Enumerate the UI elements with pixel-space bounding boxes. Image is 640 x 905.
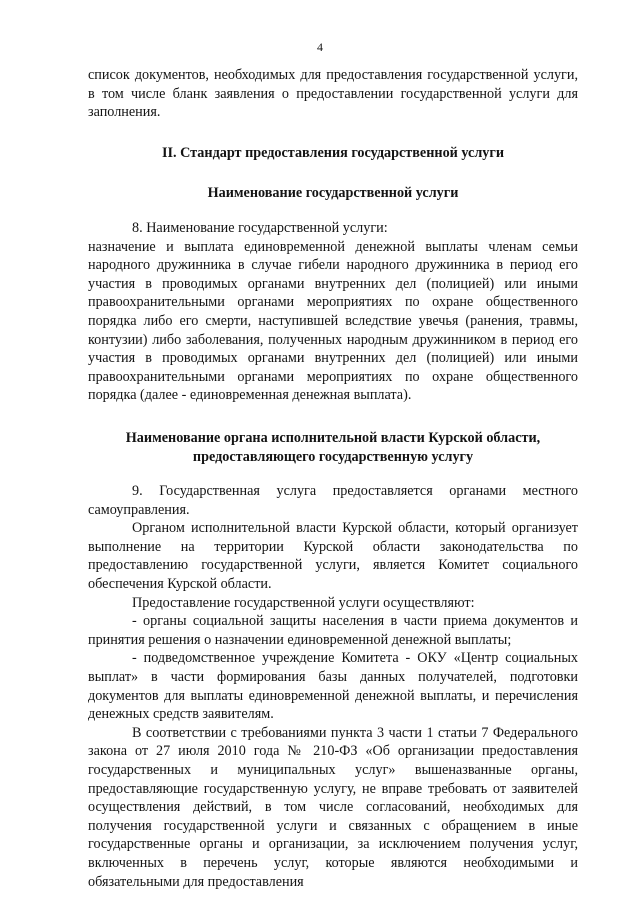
page-number: 4 (317, 40, 323, 54)
item-9-paragraph: 9. Государственная услуга предоставляется органами местного самоуправления. (88, 483, 578, 518)
item-8-body: назначение и выплата единовременной денежной выплаты членам семьи народного дружинника в случае гибели народного дружинника в период его участия в проводимых органами внутренних дел (полицией) или иными правоохранительными органами мероприятиях по охране общественного порядка либо его смерти, наступившей вследствие увечья (ранения, травмы, контузии) либо заболевания, полученных народным дружинником в период его участия в проводимых органами внутренних дел (полицией) или иными правоохранительными органами мероприятиях по охране общественного порядка (далее - единовременная денежная выплата). (88, 238, 578, 404)
item-8-lead: 8. Наименование государственной услуги: (132, 219, 388, 236)
law-paragraph: В соответствии с требованиями пункта 3 части 1 статьи 7 Федерального закона от 27 июля 2010 года № 210-ФЗ «Об организации предоставления государственных и муниципальных услуг» вышеназванные органы, предоставляющие государственную услугу, не вправе требовать от заявителей осуществления действий, в том числе согласований, необходимых для получения государственной услуги и связанных с обращением в иные государственные органы и организации, за исключением получения услуг, включенных в перечень услуг, которые являются необходимыми и обязательными для предоставления (88, 724, 578, 890)
bullet-subordinate-institution: - подведомственное учреждение Комитета - ОКУ «Центр социальных выплат» в части формирования базы данных получателей, подготовки документов для выплаты единовременной денежной выплаты, и перечисления денежных средств заявителям. (88, 650, 578, 723)
subheading-authority: Наименование органа исполнительной власти Курской области, предоставляющего государственную услугу (125, 429, 541, 465)
intro-paragraph: список документов, необходимых для предоставления государственной услуги, в том числе бланк заявления о предоставлении государственной услуги для заполнения. (88, 67, 578, 121)
page-content (88, 66, 578, 891)
provision-intro: Предоставление государственной услуги осуществляют: (132, 594, 475, 611)
subheading-service-name: Наименование государственной услуги (207, 185, 459, 202)
section-title: II. Стандарт предоставления государственной услуги (161, 144, 505, 161)
organ-paragraph: Органом исполнительной власти Курской области, который организует выполнение на территории Курской области законодательства по предоставлению государственной услуги, является Комитет социального обеспечения Курской области. (88, 520, 578, 593)
bullet-social-protection: - органы социальной защиты населения в части приема документов и принятия решения о назначении единовременной денежной выплаты; (88, 613, 578, 648)
